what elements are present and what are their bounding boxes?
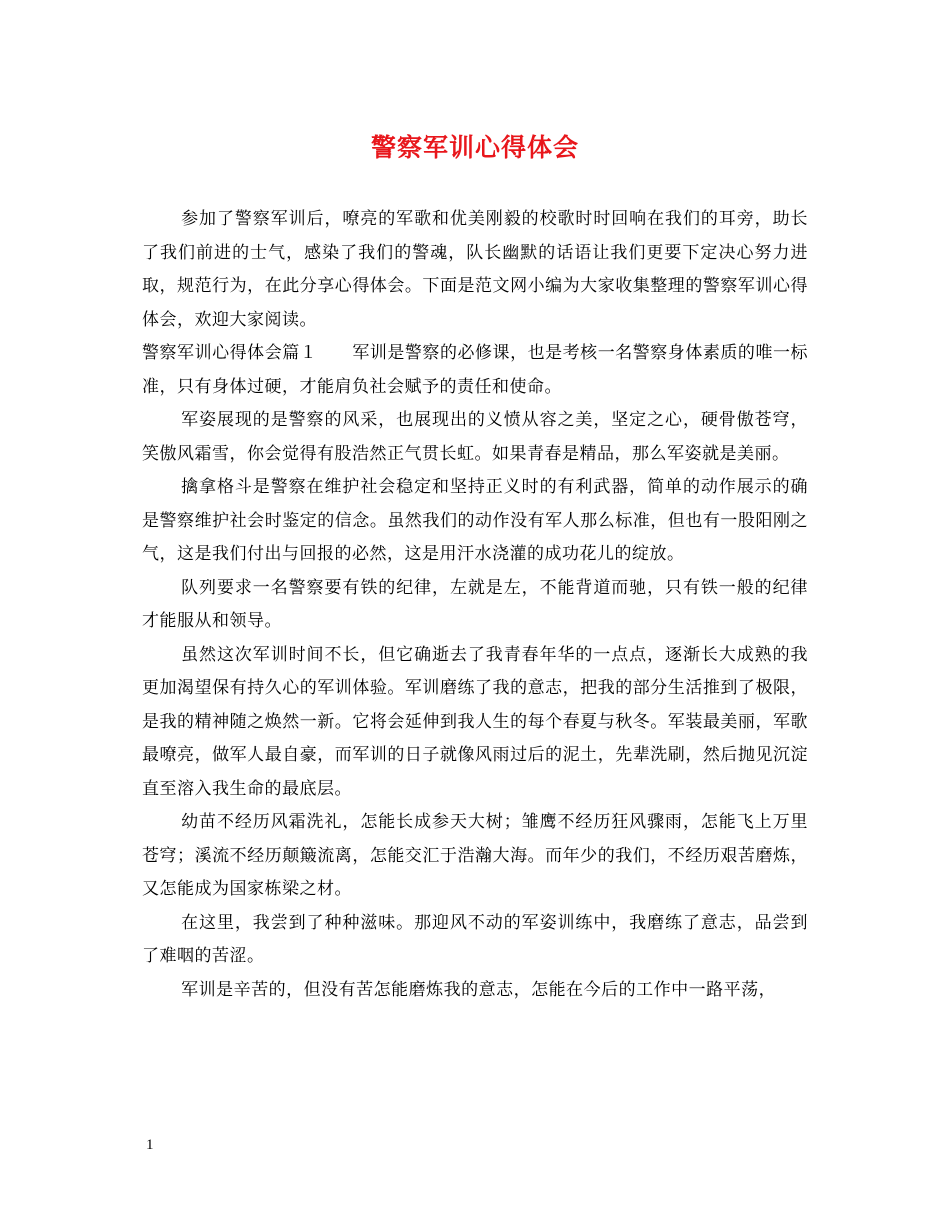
document-title: 警察军训心得体会 (370, 133, 579, 162)
paragraph-section-1: 警察军训心得体会篇１ 军训是警察的必修课，也是考核一名警察身体素质的唯一标准，只有身体过硬，才能肩负社会赋予的责任和使命。 (142, 343, 808, 397)
paragraph-intro: 参加了警察军训后，嘹亮的军歌和优美刚毅的校歌时时回响在我们的耳旁，助长了我们前进的士气，感染了我们的警魂，队长幽默的话语让我们更要下定决心努力进取，规范行为，在此分享心得体会。下面是范文网小编为大家收集整理的警察军训心得体会，欢迎大家阅读。 (142, 209, 808, 330)
page-number: 1 (146, 1137, 154, 1153)
paragraph-growth: 幼苗不经历风霜洗礼，怎能长成参天大树；雏鹰不经历狂风骤雨，怎能飞上万里苍穹；溪流不经历颠簸流离，怎能交汇于浩瀚大海。而年少的我们，不经历艰苦磨炼，又怎能成为国家栋梁之材。 (142, 812, 808, 899)
paragraph-formation: 队列要求一名警察要有铁的纪律，左就是左，不能背道而驰，只有铁一般的纪律才能服从和领导。 (142, 577, 808, 631)
paragraph-combat: 擒拿格斗是警察在维护社会稳定和坚持正义时的有利武器，简单的动作展示的确是警察维护社会时鉴定的信念。虽然我们的动作没有军人那么标准，但也有一股阳刚之气，这是我们付出与回报的必然，这是用汗水浇灌的成功花儿的绽放。 (142, 477, 808, 564)
document-body (142, 203, 808, 1007)
paragraph-hardship: 军训是辛苦的，但没有苦怎能磨炼我的意志，怎能在今后的工作中一路平荡， (181, 979, 777, 1000)
paragraph-posture: 军姿展现的是警察的风采，也展现出的义愤从容之美，坚定之心，硬骨傲苍穹，笑傲风霜雪，你会觉得有股浩然正气贯长虹。如果青春是精品，那么军姿就是美丽。 (142, 410, 808, 464)
paragraph-experience: 虽然这次军训时间不长，但它确逝去了我青春年华的一点点，逐渐长大成熟的我更加渴望保有持久心的军训体验。军训磨练了我的意志，把我的部分生活推到了极限，是我的精神随之焕然一新。它将会延伸到我人生的每个春夏与秋冬。军装最美丽，军歌最嘹亮，做军人最自豪，而军训的日子就像风雨过后的泥土，先辈洗刷，然后抛见沉淀直至溶入我生命的最底层。 (142, 644, 808, 799)
paragraph-taste: 在这里，我尝到了种种滋味。那迎风不动的军姿训练中，我磨练了意志，品尝到了难咽的苦涩。 (142, 912, 808, 966)
